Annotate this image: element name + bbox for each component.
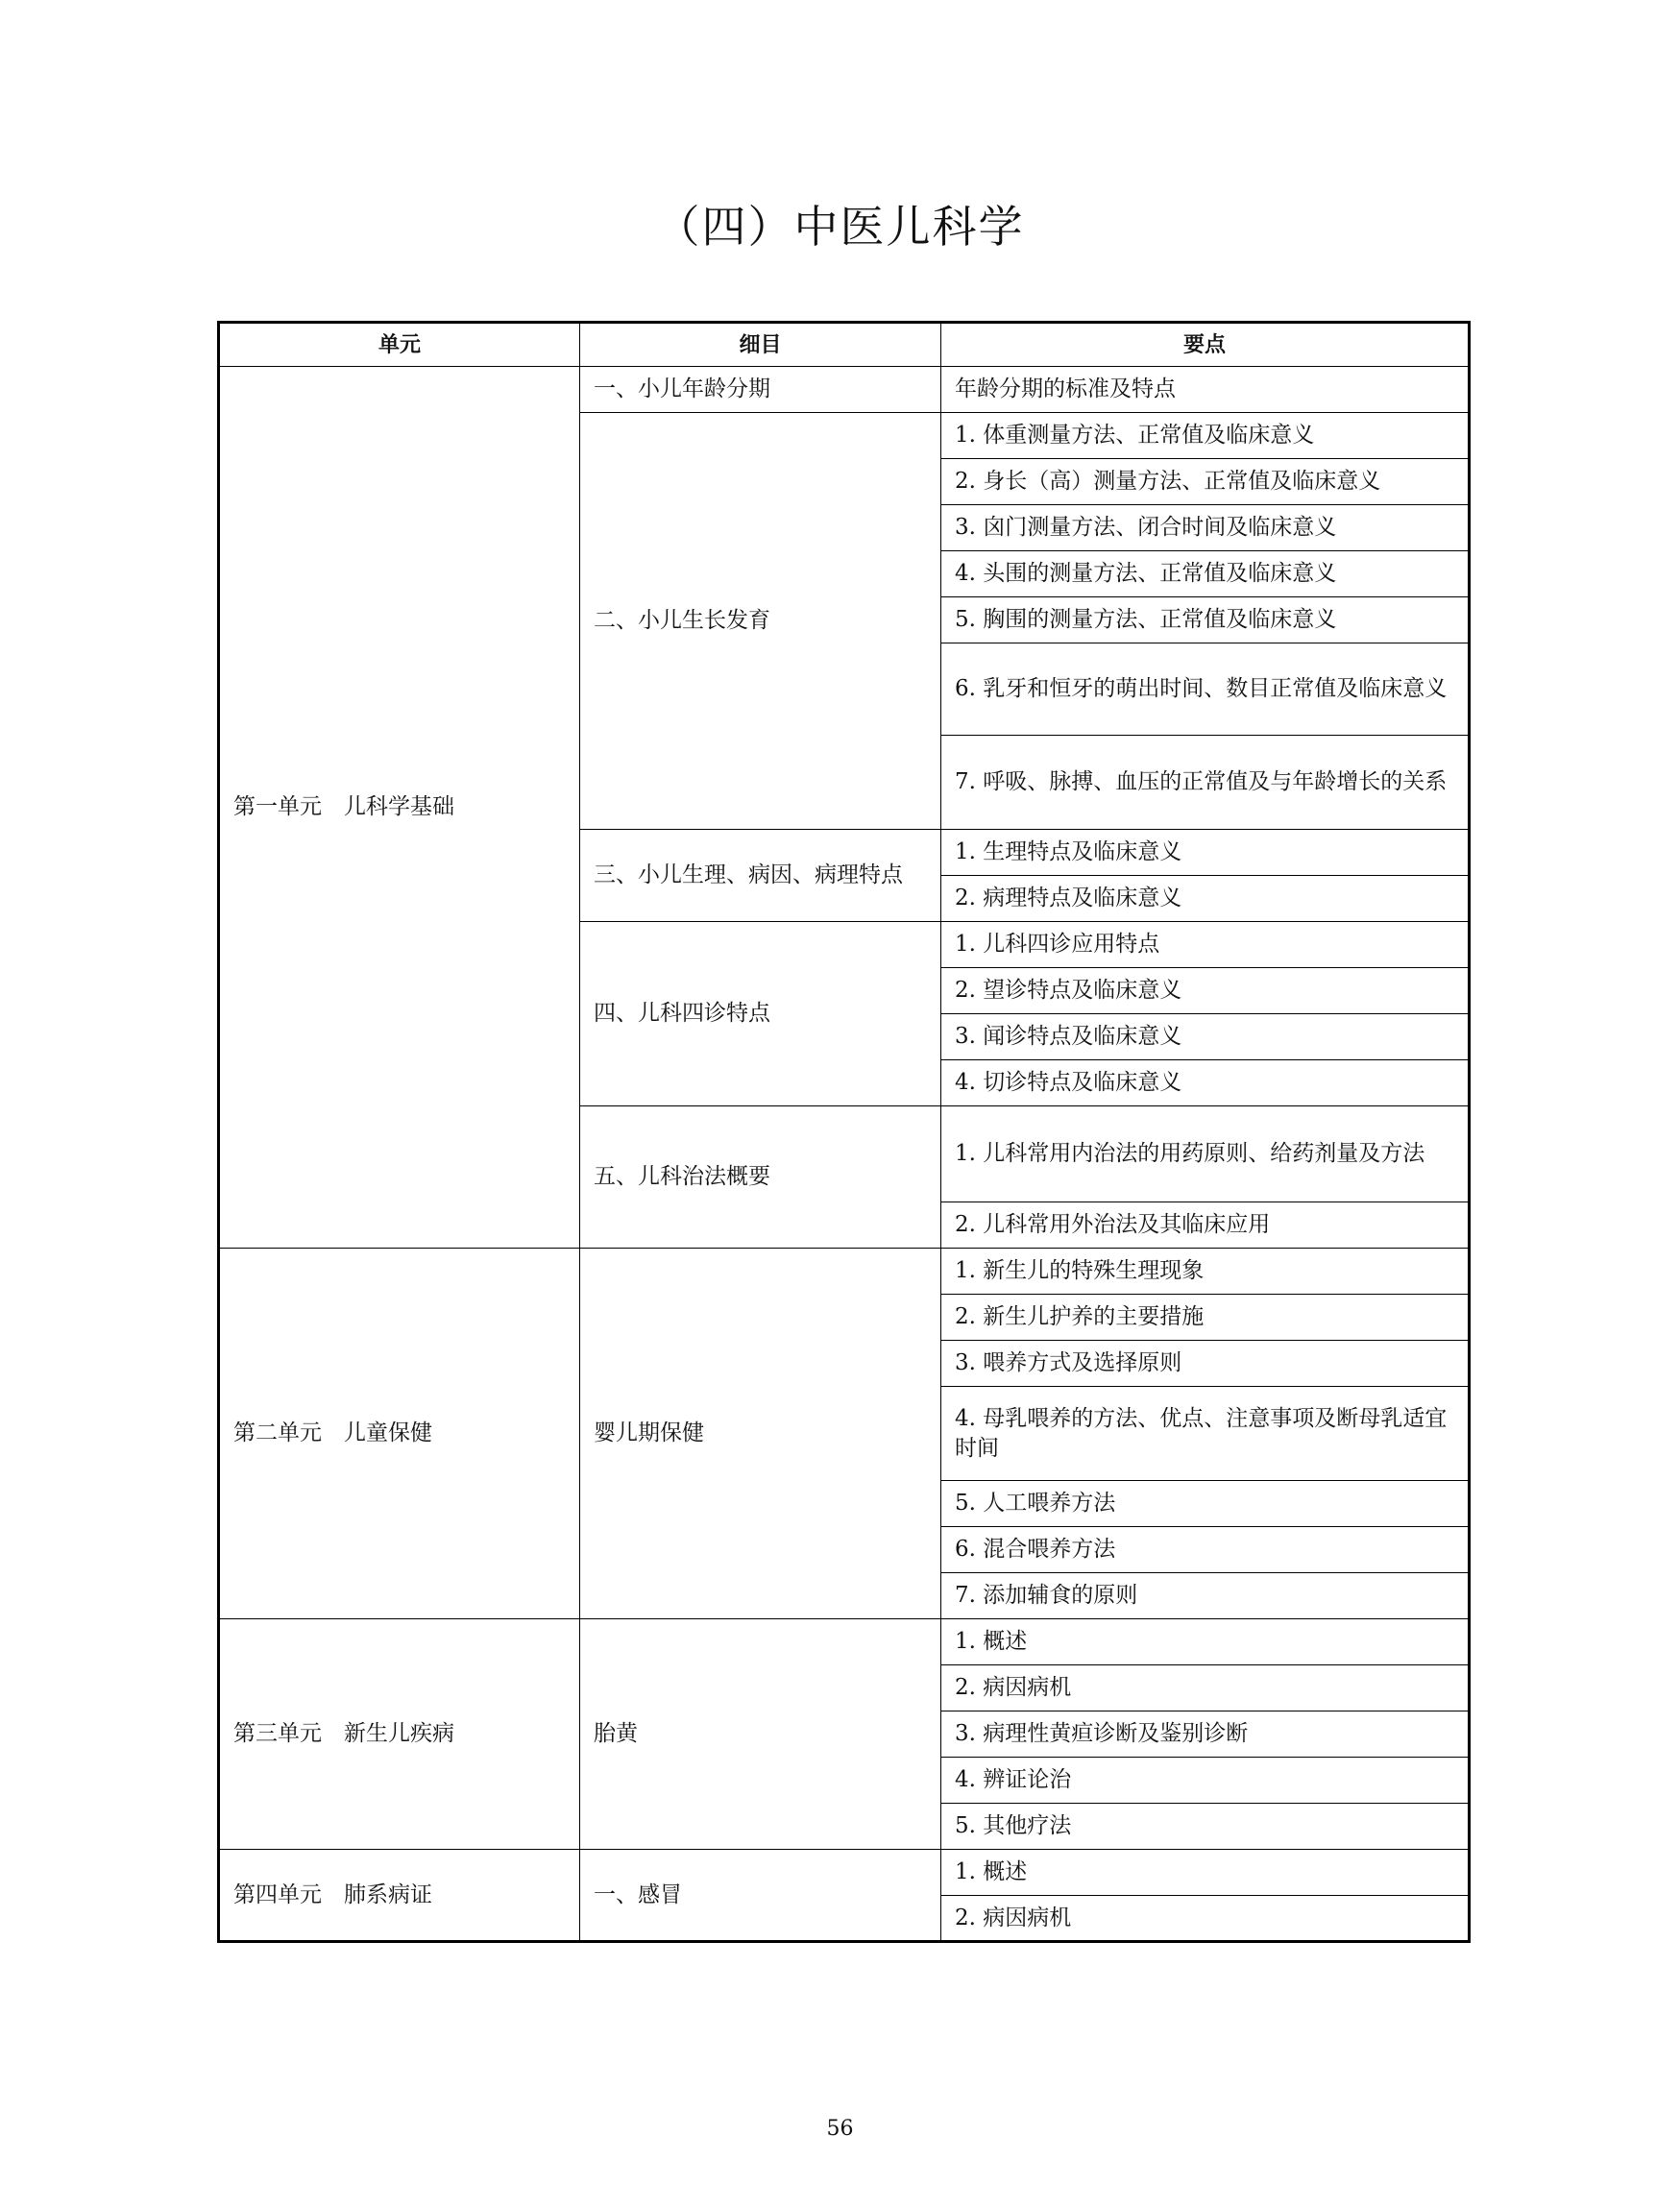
point-cell: 1. 儿科常用内治法的用药原则、给药剂量及方法 bbox=[941, 1106, 1470, 1202]
point-cell: 2. 病因病机 bbox=[941, 1896, 1470, 1942]
point-cell: 1. 儿科四诊应用特点 bbox=[941, 922, 1470, 968]
point-cell: 2. 身长（高）测量方法、正常值及临床意义 bbox=[941, 459, 1470, 505]
point-cell: 2. 病理特点及临床意义 bbox=[941, 876, 1470, 922]
table-row bbox=[219, 367, 1470, 413]
page-number: 56 bbox=[826, 2117, 854, 2141]
unit-cell: 第一单元 儿科学基础 bbox=[219, 367, 580, 1249]
point-cell: 3. 病理性黄疸诊断及鉴别诊断 bbox=[941, 1711, 1470, 1758]
point-cell: 7. 呼吸、脉搏、血压的正常值及与年龄增长的关系 bbox=[941, 736, 1470, 830]
point-cell: 4. 头围的测量方法、正常值及临床意义 bbox=[941, 551, 1470, 597]
point-cell: 4. 母乳喂养的方法、优点、注意事项及断母乳适宜时间 bbox=[941, 1387, 1470, 1481]
item-cell: 四、儿科四诊特点 bbox=[580, 922, 941, 1106]
item-cell: 婴儿期保健 bbox=[580, 1249, 941, 1619]
page-title: （四）中医儿科学 bbox=[655, 201, 1025, 253]
syllabus-table bbox=[217, 321, 1471, 1943]
point-cell: 5. 胸围的测量方法、正常值及临床意义 bbox=[941, 597, 1470, 643]
unit-cell: 第三单元 新生儿疾病 bbox=[219, 1619, 580, 1850]
item-cell: 二、小儿生长发育 bbox=[580, 413, 941, 830]
point-cell: 6. 混合喂养方法 bbox=[941, 1527, 1470, 1573]
unit-cell: 第四单元 肺系病证 bbox=[219, 1850, 580, 1942]
table-row bbox=[219, 1619, 1470, 1665]
table-body bbox=[219, 367, 1470, 1942]
item-cell: 一、小儿年龄分期 bbox=[580, 367, 941, 413]
point-cell: 1. 概述 bbox=[941, 1850, 1470, 1896]
point-cell: 6. 乳牙和恒牙的萌出时间、数目正常值及临床意义 bbox=[941, 643, 1470, 736]
point-cell: 4. 切诊特点及临床意义 bbox=[941, 1060, 1470, 1106]
point-cell: 3. 喂养方式及选择原则 bbox=[941, 1341, 1470, 1387]
table-header-row bbox=[219, 323, 1470, 367]
unit-cell: 第二单元 儿童保健 bbox=[219, 1249, 580, 1619]
point-cell: 1. 生理特点及临床意义 bbox=[941, 830, 1470, 876]
point-cell: 7. 添加辅食的原则 bbox=[941, 1573, 1470, 1619]
point-cell: 2. 新生儿护养的主要措施 bbox=[941, 1295, 1470, 1341]
item-cell: 胎黄 bbox=[580, 1619, 941, 1850]
point-cell: 1. 体重测量方法、正常值及临床意义 bbox=[941, 413, 1470, 459]
point-cell: 3. 囟门测量方法、闭合时间及临床意义 bbox=[941, 505, 1470, 551]
column-header-unit: 单元 bbox=[219, 323, 580, 367]
item-cell: 一、感冒 bbox=[580, 1850, 941, 1942]
table-row bbox=[219, 1850, 1470, 1896]
column-header-point: 要点 bbox=[941, 323, 1470, 367]
item-cell: 三、小儿生理、病因、病理特点 bbox=[580, 830, 941, 922]
point-cell: 1. 新生儿的特殊生理现象 bbox=[941, 1249, 1470, 1295]
column-header-item: 细目 bbox=[580, 323, 941, 367]
point-cell: 5. 其他疗法 bbox=[941, 1804, 1470, 1850]
point-cell: 4. 辨证论治 bbox=[941, 1758, 1470, 1804]
table-row bbox=[219, 1249, 1470, 1295]
point-cell: 5. 人工喂养方法 bbox=[941, 1481, 1470, 1527]
point-cell: 1. 概述 bbox=[941, 1619, 1470, 1665]
point-cell: 3. 闻诊特点及临床意义 bbox=[941, 1014, 1470, 1060]
point-cell: 2. 病因病机 bbox=[941, 1665, 1470, 1711]
item-cell: 五、儿科治法概要 bbox=[580, 1106, 941, 1249]
point-cell: 2. 望诊特点及临床意义 bbox=[941, 968, 1470, 1014]
point-cell: 2. 儿科常用外治法及其临床应用 bbox=[941, 1202, 1470, 1249]
point-cell: 年龄分期的标准及特点 bbox=[941, 367, 1470, 413]
